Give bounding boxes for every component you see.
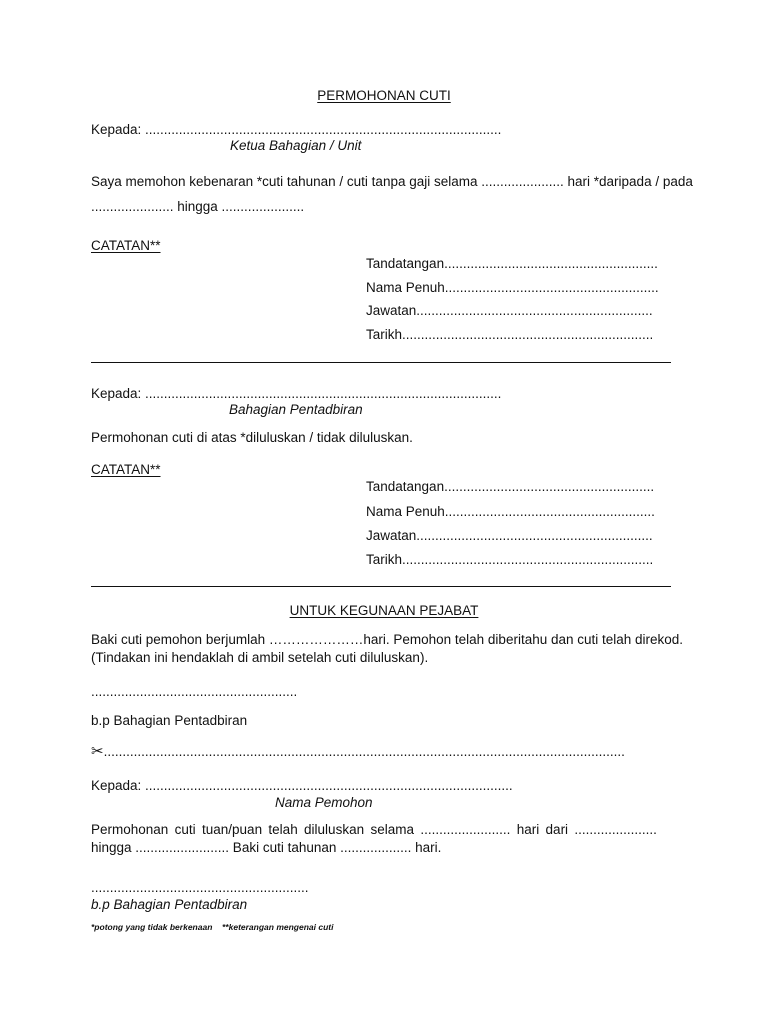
cut-line-dots: ........................................................................................................................................... xyxy=(103,744,625,759)
approval-word: ...................... xyxy=(574,822,657,837)
approval-word: hari xyxy=(516,822,540,837)
sign-field-nama-penuh-1: Nama Penuh......................................................... xyxy=(366,280,659,295)
approval-line-2: hingga ......................... Baki cuti tahunan ................... hari. xyxy=(91,840,442,855)
footnote-potong: *potong yang tidak berkenaan xyxy=(91,922,213,932)
approval-word: dari xyxy=(545,822,569,837)
bp-bahagian-pentadbiran-2: b.p Bahagian Pentadbiran xyxy=(91,897,248,912)
recipient-ketua-bahagian: Ketua Bahagian / Unit xyxy=(230,138,362,153)
final-signature-dots: .......................................................... xyxy=(91,880,309,895)
office-use-heading: UNTUK KEGUNAAN PEJABAT xyxy=(289,603,479,618)
page-title: PERMOHONAN CUTI xyxy=(317,88,451,103)
request-line-2: ...................... hingga ...................... xyxy=(91,199,305,214)
approval-word: Permohonan xyxy=(91,822,169,837)
sign-field-tandatangan-1: Tandatangan......................................................... xyxy=(366,256,658,271)
sign-field-tandatangan-2: Tandatangan........................................................ xyxy=(366,479,655,494)
sign-field-nama-penuh-2: Nama Penuh........................................................ xyxy=(366,504,655,519)
approval-word: telah xyxy=(268,822,298,837)
office-signature-dots: ....................................................... xyxy=(91,684,298,699)
section-divider-2 xyxy=(91,586,671,587)
recipient-nama-pemohon: Nama Pemohon xyxy=(275,795,373,810)
approval-line-1 xyxy=(91,822,657,838)
recipient-bahagian-pentadbiran: Bahagian Pentadbiran xyxy=(229,402,363,417)
footnote-keterangan: **keterangan mengenai cuti xyxy=(222,922,334,932)
scissors-icon: ✂ xyxy=(91,743,104,760)
bp-bahagian-pentadbiran-1: b.p Bahagian Pentadbiran xyxy=(91,713,248,728)
baki-cuti-line-2: (Tindakan ini hendaklah di ambil setelah cuti diluluskan). xyxy=(91,650,429,665)
kepada-line-2: Kepada: ............................................................................................... xyxy=(91,386,502,401)
sign-field-tarikh-2: Tarikh................................................................... xyxy=(366,552,654,567)
decision-line: Permohonan cuti di atas *diluluskan / tidak diluluskan. xyxy=(91,430,413,445)
request-line-1: Saya memohon kebenaran *cuti tahunan / cuti tanpa gaji selama ...................... hari *daripada / pada xyxy=(91,174,693,189)
section-divider-1 xyxy=(91,362,671,363)
catatan-label-1: CATATAN** xyxy=(91,238,161,253)
approval-word: tuan/puan xyxy=(202,822,263,837)
approval-word: diluluskan xyxy=(304,822,365,837)
kepada-line-3: Kepada: .................................................................................................. xyxy=(91,778,513,793)
cut-line xyxy=(91,743,625,761)
approval-word: cuti xyxy=(174,822,196,837)
sign-field-tarikh-1: Tarikh................................................................... xyxy=(366,327,654,342)
kepada-line-1: Kepada: ............................................................................................... xyxy=(91,122,502,137)
catatan-label-2: CATATAN** xyxy=(91,462,161,477)
sign-field-jawatan-1: Jawatan............................................................... xyxy=(366,303,653,318)
approval-word: selama xyxy=(370,822,414,837)
sign-field-jawatan-2: Jawatan............................................................... xyxy=(366,528,653,543)
baki-cuti-line-1: Baki cuti pemohon berjumlah …………………hari. Pemohon telah diberitahu dan cuti telah direkod. xyxy=(91,632,684,647)
approval-word: ........................ xyxy=(420,822,511,837)
